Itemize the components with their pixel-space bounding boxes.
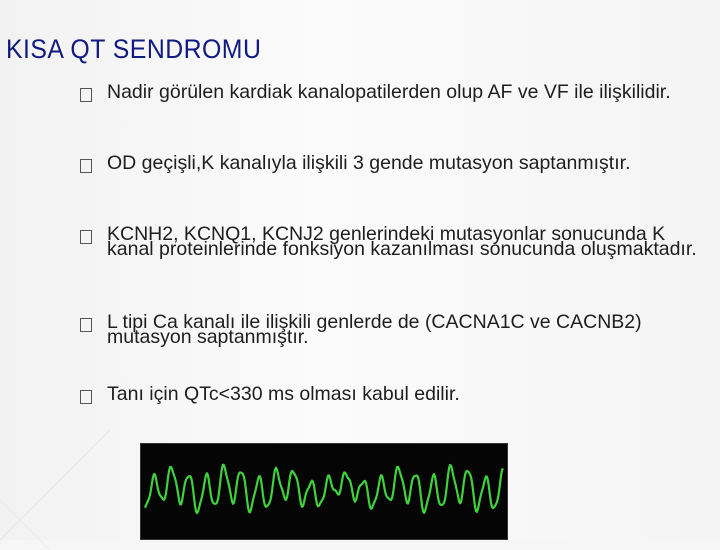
bullet-item [80, 384, 712, 414]
corner-decoration [0, 430, 110, 550]
ecg-strip-image [140, 443, 508, 540]
bullet-item [80, 312, 712, 384]
bullet-list [80, 82, 712, 414]
bullet-item [80, 224, 712, 312]
ecg-waveform [141, 444, 507, 539]
bullet-square-icon [80, 230, 92, 244]
bullet-square-icon [80, 88, 92, 102]
bullet-text: Tanı için QTc<330 ms olması kabul edilir. [107, 383, 460, 405]
bullet-text: KCNH2, KCNQ1, KCNJ2 genlerindeki mutasyonlar sonucunda K kanal proteinlerinde fonksiyon kazanılması sonucunda oluşmaktadır. [107, 223, 697, 260]
bullet-text: OD geçişli,K kanalıyla ilişkili 3 gende mutasyon saptanmıştır. [107, 152, 631, 174]
bullet-text: L tipi Ca kanalı ile ilişkili genlerde de (CACNA1C ve CACNB2) mutasyon saptanmıştır. [107, 311, 642, 348]
bullet-square-icon [80, 390, 92, 404]
bullet-item [80, 153, 712, 224]
bullet-square-icon [80, 159, 92, 173]
slide-title: KISA QT SENDROMU [6, 34, 262, 64]
bullet-square-icon [80, 318, 92, 332]
ecg-trace [145, 465, 503, 513]
bullet-item [80, 82, 712, 153]
bullet-text: Nadir görülen kardiak kanalopatilerden olup AF ve VF ile ilişkilidir. [107, 81, 671, 103]
